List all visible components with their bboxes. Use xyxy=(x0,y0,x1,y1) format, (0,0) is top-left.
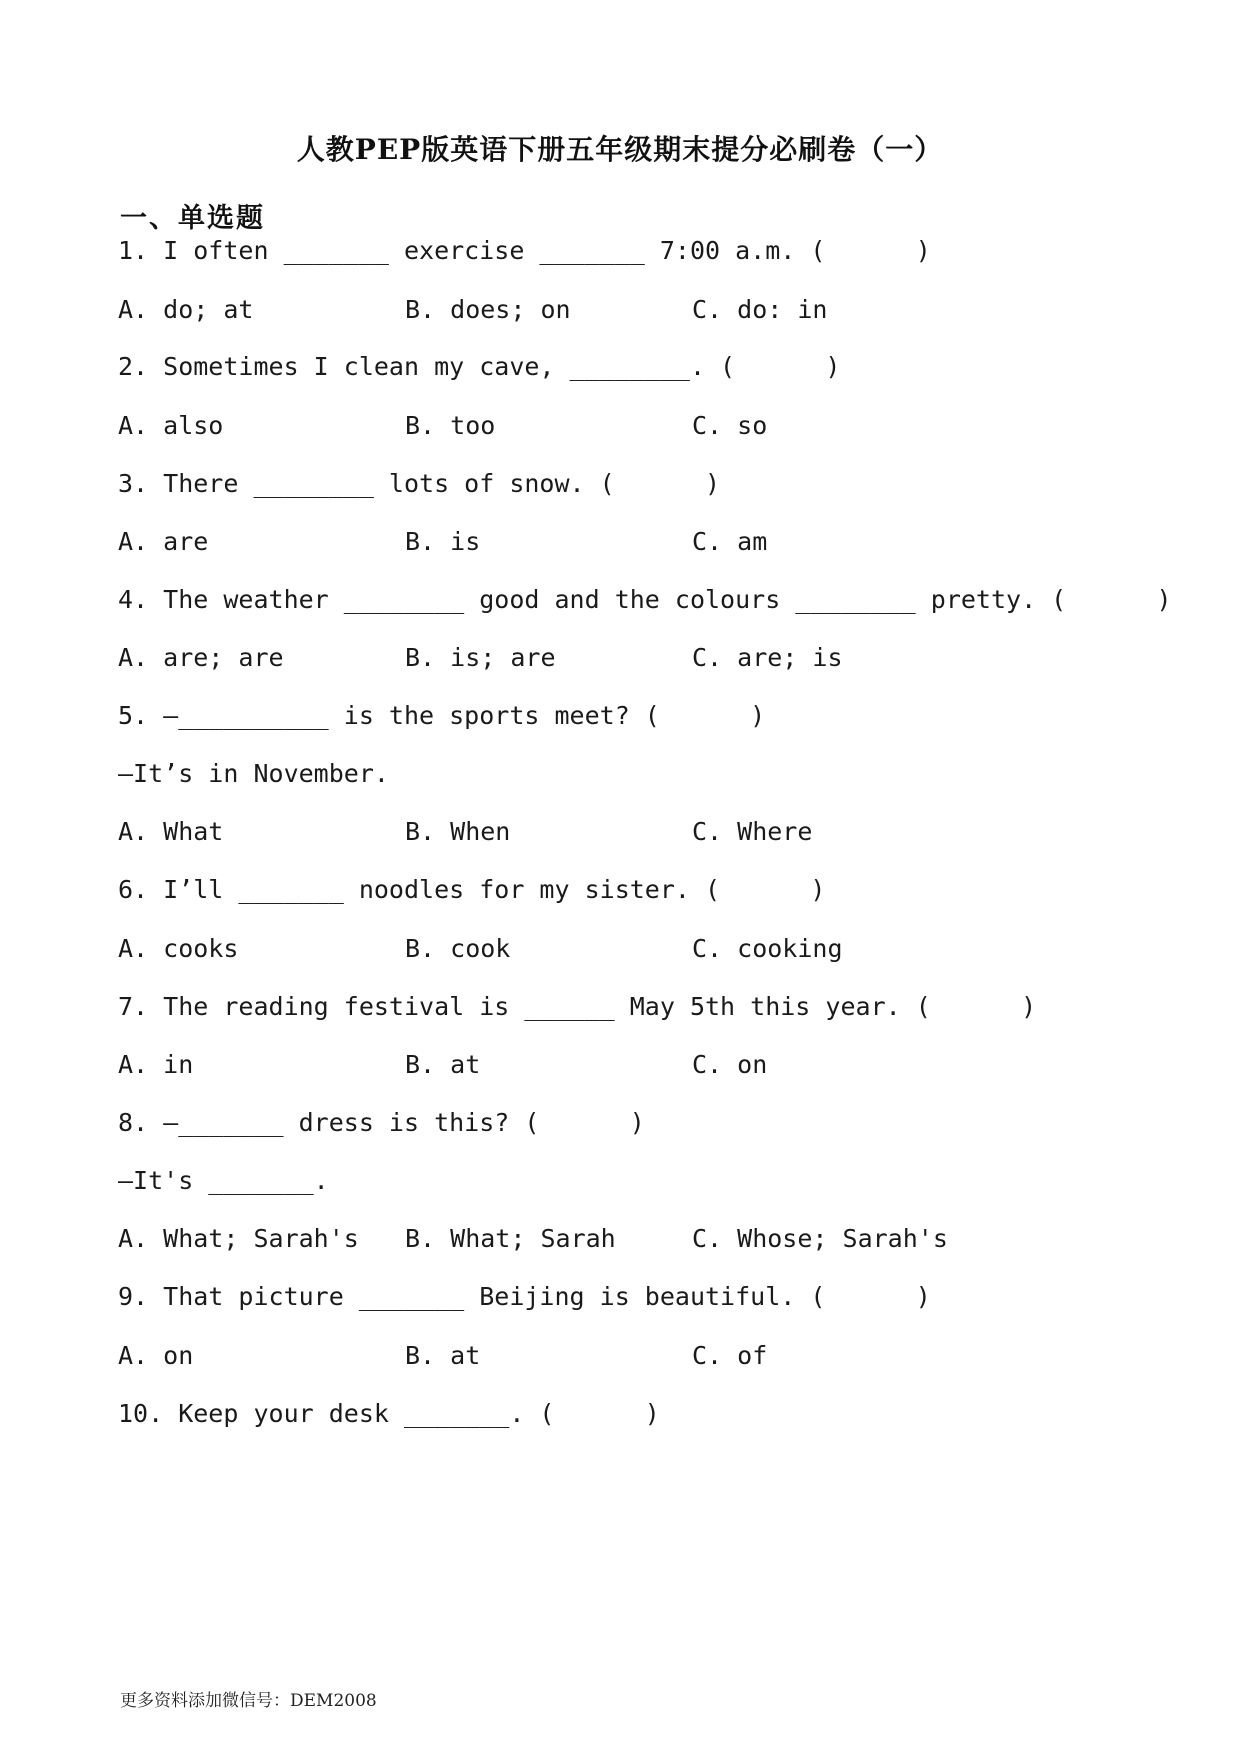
question-2-stem: 2. Sometimes I clean my cave, ________. ( ) xyxy=(118,352,841,381)
question-6-stem: 6. I’ll _______ noodles for my sister. ( ) xyxy=(118,875,826,904)
question-4-option-c: C. are; is xyxy=(692,643,843,672)
question-5-option-c: C. Where xyxy=(692,817,813,846)
question-7-option-b: B. at xyxy=(405,1050,481,1079)
question-6-option-a: A. cooks xyxy=(118,934,239,963)
question-4-stem: 4. The weather ________ good and the colours ________ pretty. ( ) xyxy=(118,585,1172,614)
question-9-option-b: B. at xyxy=(405,1341,481,1370)
question-3-option-a: A. are xyxy=(118,527,209,556)
question-5-option-a: A. What xyxy=(118,817,224,846)
question-6-option-b: B. cook xyxy=(405,934,511,963)
question-6-option-c: C. cooking xyxy=(692,934,843,963)
footer-note: 更多资料添加微信号：DEM2008 xyxy=(120,1691,377,1711)
question-8-reply: —It's _______. xyxy=(118,1166,329,1195)
question-2-option-b: B. too xyxy=(405,411,496,440)
question-7-stem: 7. The reading festival is ______ May 5th this year. ( ) xyxy=(118,992,1037,1021)
question-1-option-a: A. do; at xyxy=(118,295,254,324)
question-2-option-c: C. so xyxy=(692,411,768,440)
question-5-option-b: B. When xyxy=(405,817,511,846)
question-4-option-b: B. is; are xyxy=(405,643,556,672)
question-10-stem: 10. Keep your desk _______. ( ) xyxy=(118,1399,660,1428)
question-9-option-a: A. on xyxy=(118,1341,194,1370)
question-3-stem: 3. There ________ lots of snow. ( ) xyxy=(118,469,721,498)
question-7-option-a: A. in xyxy=(118,1050,194,1079)
question-5-reply: —It’s in November. xyxy=(118,759,389,788)
page-title: 人教PEP版英语下册五年级期末提分必刷卷（一） xyxy=(296,133,944,166)
question-4-option-a: A. are; are xyxy=(118,643,284,672)
question-1-option-c: C. do: in xyxy=(692,295,828,324)
question-8-option-b: B. What; Sarah xyxy=(405,1224,616,1253)
question-7-option-c: C. on xyxy=(692,1050,768,1079)
question-1-stem: 1. I often _______ exercise _______ 7:00 a.m. ( ) xyxy=(118,236,931,265)
question-8-option-c: C. Whose; Sarah's xyxy=(692,1224,948,1253)
question-5-stem: 5. —__________ is the sports meet? ( ) xyxy=(118,701,766,730)
question-1-option-b: B. does; on xyxy=(405,295,571,324)
question-9-stem: 9. That picture _______ Beijing is beautiful. ( ) xyxy=(118,1282,931,1311)
question-3-option-b: B. is xyxy=(405,527,481,556)
question-9-option-c: C. of xyxy=(692,1341,768,1370)
question-8-option-a: A. What; Sarah's xyxy=(118,1224,359,1253)
question-2-option-a: A. also xyxy=(118,411,224,440)
question-3-option-c: C. am xyxy=(692,527,768,556)
section-heading: 一、单选题 xyxy=(120,203,265,234)
question-8-stem: 8. —_______ dress is this? ( ) xyxy=(118,1108,645,1137)
